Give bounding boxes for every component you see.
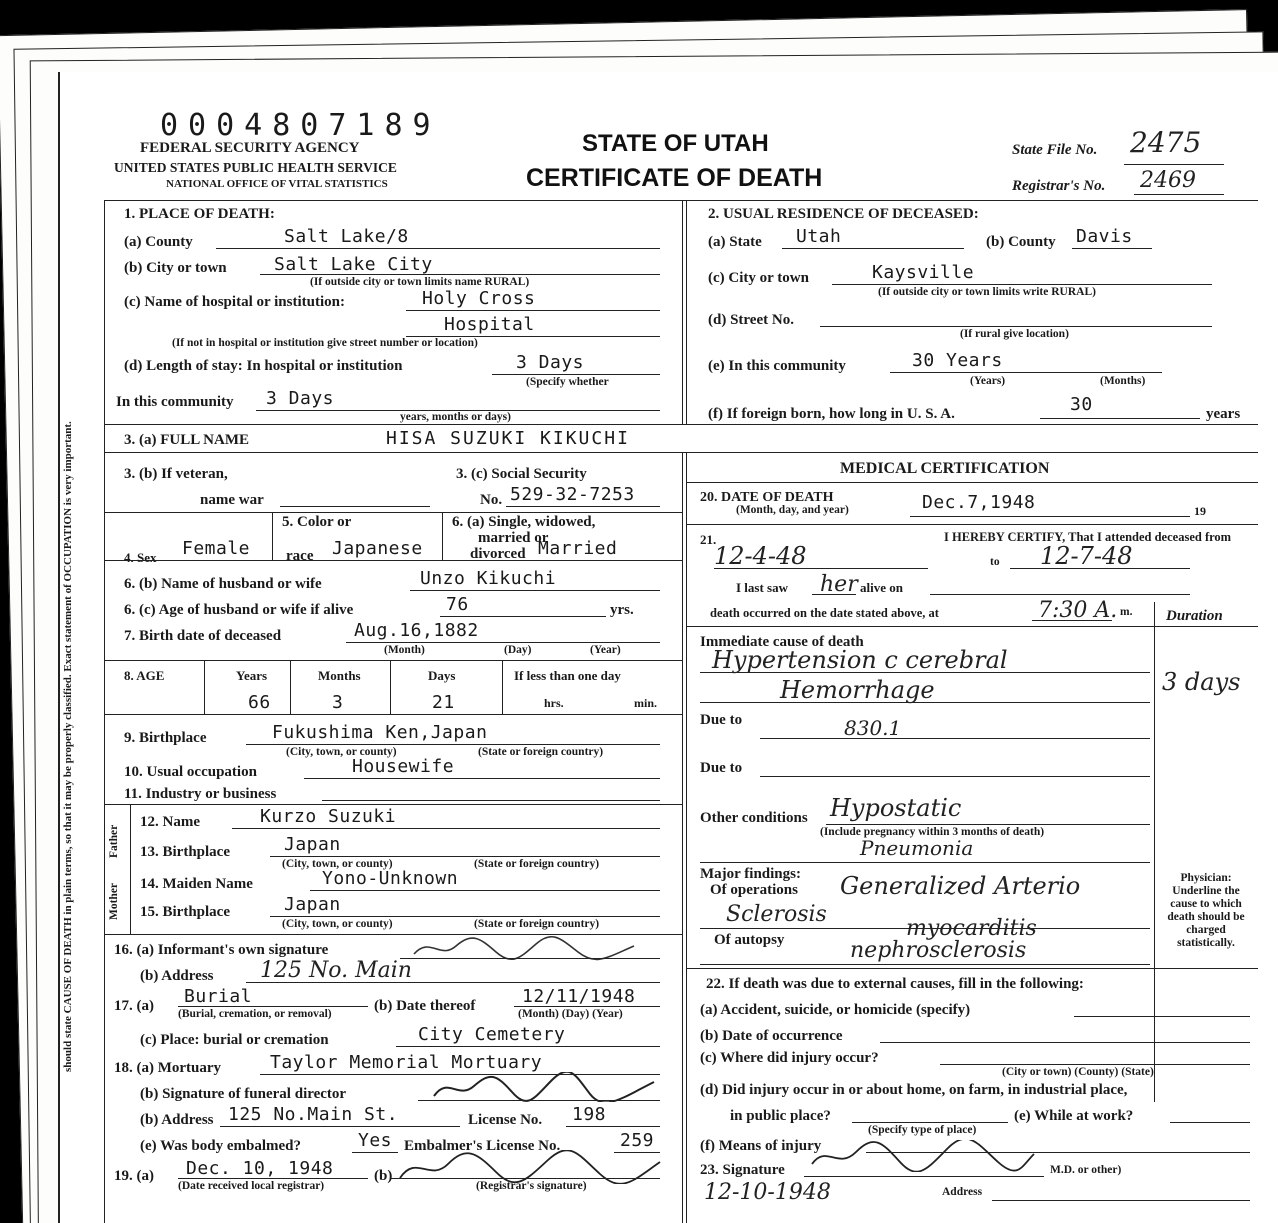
- major-findings-value-2: Sclerosis: [726, 902, 827, 927]
- hospital-value-2: Hospital: [444, 314, 535, 335]
- physician-signature: [808, 1140, 1038, 1176]
- burial-value: Burial: [184, 986, 253, 1007]
- county-value: Salt Lake/8: [284, 226, 409, 247]
- birth-date-label: 7. Birth date of deceased: [124, 628, 282, 644]
- age-years-value: 66: [248, 692, 271, 713]
- immediate-cause-label: Immediate cause of death: [700, 634, 864, 650]
- birth-month-note: (Month): [384, 644, 425, 656]
- embalmed-value: Yes: [358, 1130, 393, 1151]
- medical-heading: MEDICAL CERTIFICATION: [840, 460, 1050, 477]
- age-months-value: 3: [332, 692, 344, 713]
- city-value: Salt Lake City: [274, 254, 433, 275]
- burial-note: (Burial, cremation, or removal): [178, 1008, 332, 1020]
- major-findings-value: Generalized Arterio: [840, 872, 1081, 900]
- agency-line-2: UNITED STATES PUBLIC HEALTH SERVICE: [114, 160, 397, 175]
- full-name-value: HISA SUZUKI KIKUCHI: [386, 428, 630, 449]
- birthplace-note-2: (State or foreign country): [478, 746, 604, 758]
- dod-label: 20. DATE OF DEATH: [700, 490, 834, 505]
- veteran-war-label: name war: [200, 492, 264, 508]
- major-findings-label: Major findings:: [700, 866, 801, 882]
- physician-signature-date: 12-10-1948: [704, 1180, 831, 1205]
- occurrence-date-label: (b) Date of occurrence: [700, 1028, 843, 1044]
- mortuary-address-value: 125 No.Main St.: [228, 1104, 399, 1125]
- marital-label: 6. (a) Single, widowed,: [452, 514, 596, 530]
- age-months-label: Months: [318, 668, 361, 683]
- stay-label: (d) Length of stay: In hospital or institution: [124, 358, 403, 374]
- city-note: (If outside city or town limits name RURAL): [310, 276, 530, 288]
- hrs-label: hrs.: [544, 696, 564, 710]
- signature-label: 23. Signature: [700, 1162, 785, 1178]
- stay-note: (Specify whether: [526, 376, 609, 388]
- death-occurred-label: death occurred on the date stated above, at: [710, 606, 939, 620]
- embalmer-label: Embalmer's License No.: [404, 1138, 561, 1154]
- last-saw-label: I last saw: [736, 580, 789, 595]
- agency-line-3: NATIONAL OFFICE OF VITAL STATISTICS: [166, 178, 388, 190]
- md-label: M.D. or other): [1050, 1164, 1122, 1176]
- spouse-label: 6. (b) Name of husband or wife: [124, 576, 322, 592]
- mother-bp-note-2: (State or foreign country): [474, 918, 600, 930]
- father-birthplace-label: 13. Birthplace: [140, 844, 230, 860]
- res-county-value: Davis: [1076, 226, 1133, 247]
- mortuary-label: 18. (a) Mortuary: [114, 1060, 222, 1076]
- community-note: years, months or days): [400, 411, 511, 423]
- informant-signature-label: 16. (a) Informant's own signature: [114, 942, 329, 958]
- registrar-number-label: Registrar's No.: [1012, 178, 1106, 194]
- last-saw-value: her: [820, 572, 858, 597]
- res-community-value: 30 Years: [912, 350, 1003, 371]
- home-farm-label: (d) Did injury occur in or about home, on farm, in industrial place,: [700, 1082, 1128, 1098]
- duration-label: Duration: [1166, 608, 1223, 624]
- mother-name-label: 14. Maiden Name: [140, 876, 253, 892]
- full-name-label: 3. (a) FULL NAME: [124, 432, 249, 448]
- sex-value: Female: [182, 538, 251, 559]
- birth-day-note: (Day): [504, 644, 532, 656]
- res-city-value: Kaysville: [872, 262, 975, 283]
- dod-year-suffix: 19: [1194, 504, 1206, 518]
- attended-to-label: to: [990, 556, 1000, 568]
- mortuary-address-label: (b) Address: [140, 1112, 214, 1128]
- immediate-cause-value: Hypertension c cerebral: [712, 646, 1008, 674]
- physician-signature-scribble: [808, 1140, 1038, 1172]
- ssn-value: 529-32-7253: [510, 484, 635, 505]
- burial-place-label: (c) Place: burial or cremation: [140, 1032, 329, 1048]
- immediate-cause-value-2: Hemorrhage: [780, 676, 935, 704]
- race-value: Japanese: [332, 538, 423, 559]
- res-county-label: (b) County: [986, 234, 1056, 250]
- informant-address: 125 No. Main: [260, 958, 412, 983]
- color-label: 5. Color or: [282, 514, 352, 530]
- spouse-age-value: 76: [446, 594, 469, 615]
- father-name-value: Kurzo Suzuki: [260, 806, 397, 827]
- sex-label: 4. Sex: [124, 550, 157, 565]
- father-side-label: Father: [108, 824, 120, 858]
- occupation-label: 10. Usual occupation: [124, 764, 257, 780]
- city-label: (b) City or town: [124, 260, 227, 276]
- occupation-value: Housewife: [352, 756, 455, 777]
- place-of-death-heading: 1. PLACE OF DEATH:: [124, 206, 275, 222]
- hospital-value: Holy Cross: [422, 288, 536, 309]
- mother-birthplace-value: Japan: [284, 894, 341, 915]
- res-city-note: (If outside city or town limits write RURAL): [878, 286, 1096, 298]
- spouse-age-label: 6. (c) Age of husband or wife if alive: [124, 602, 354, 618]
- director-signature-scribble: [430, 1072, 660, 1102]
- public-place-note: (Specify type of place): [868, 1124, 977, 1136]
- embalmed-label: (e) Was body embalmed?: [140, 1138, 301, 1154]
- res-state-label: (a) State: [708, 234, 762, 250]
- age-years-label: Years: [236, 668, 268, 683]
- marital-label-2: married or: [478, 530, 549, 546]
- where-injury-label: (c) Where did injury occur?: [700, 1050, 879, 1066]
- age-label: 8. AGE: [124, 668, 165, 683]
- death-time-suffix: m.: [1120, 606, 1133, 618]
- other-conditions-value-2: Pneumonia: [860, 836, 974, 860]
- ssn-no-label: No.: [480, 492, 503, 508]
- res-street-label: (d) Street No.: [708, 312, 794, 328]
- burial-place-value: City Cemetery: [418, 1024, 566, 1045]
- burial-date-value: 12/11/1948: [522, 986, 636, 1007]
- state-file-label: State File No.: [1012, 142, 1098, 158]
- registrar-number: 2469: [1140, 168, 1196, 193]
- certificate-title: CERTIFICATE OF DEATH: [526, 164, 823, 192]
- race-label: race: [286, 548, 314, 564]
- immediate-duration: 3 days: [1162, 668, 1241, 696]
- birth-year-note: (Year): [590, 644, 621, 656]
- birthplace-value: Fukushima Ken,Japan: [272, 722, 488, 743]
- residence-heading: 2. USUAL RESIDENCE OF DECEASED:: [708, 206, 979, 222]
- res-street-note: (If rural give location): [960, 328, 1069, 340]
- ssn-label: 3. (c) Social Security: [456, 466, 587, 482]
- certify-text: I HEREBY CERTIFY, That I attended deceased from: [944, 530, 1232, 544]
- father-birthplace-value: Japan: [284, 834, 341, 855]
- state-file-number: 2475: [1130, 126, 1202, 159]
- burial-label: 17. (a): [114, 998, 154, 1014]
- agency-line-1: FEDERAL SECURITY AGENCY: [140, 140, 360, 156]
- autopsy-label: Of autopsy: [714, 932, 785, 948]
- birth-date-value: Aug.16,1882: [354, 620, 479, 641]
- where-injury-note: (City or town) (County) (State): [1002, 1066, 1154, 1078]
- informant-signature: [410, 934, 640, 967]
- father-bp-note-1: (City, town, or county): [282, 858, 393, 870]
- mother-birthplace-label: 15. Birthplace: [140, 904, 230, 920]
- attended-from: 12-4-48: [714, 542, 807, 570]
- public-place-label: in public place?: [730, 1108, 831, 1124]
- license-label: License No.: [468, 1112, 543, 1128]
- res-foreign-value: 30: [1070, 394, 1093, 415]
- death-time: 7:30 A.: [1038, 598, 1118, 623]
- informant-address-label: (b) Address: [140, 968, 214, 984]
- director-signature-label: (b) Signature of funeral director: [140, 1086, 347, 1102]
- due-to-code: 830.1: [844, 716, 902, 740]
- death-certificate: [58, 72, 1278, 1223]
- autopsy-value: myocarditis: [906, 916, 1037, 941]
- birthplace-label: 9. Birthplace: [124, 730, 207, 746]
- community-label: In this community: [116, 394, 234, 410]
- certify-number: 21.: [700, 532, 717, 547]
- county-label: (a) County: [124, 234, 193, 250]
- alive-on-label: alive on: [860, 580, 903, 595]
- min-label: min.: [634, 696, 658, 710]
- other-conditions-note: (Include pregnancy within 3 months of death): [820, 826, 1045, 838]
- due-to-label-2: Due to: [700, 760, 743, 776]
- accident-label: (a) Accident, suicide, or homicide (specify): [700, 1002, 971, 1018]
- veteran-label: 3. (b) If veteran,: [124, 466, 228, 482]
- physician-note: Physician: Underline the cause to which death should be charged statistically.: [1167, 872, 1245, 949]
- spouse-value: Unzo Kikuchi: [420, 568, 557, 589]
- registrar-sig-note: (Registrar's signature): [476, 1180, 587, 1192]
- other-conditions-label: Other conditions: [700, 810, 808, 826]
- father-name-label: 12. Name: [140, 814, 200, 830]
- while-at-work-label: (e) While at work?: [1014, 1108, 1134, 1124]
- community-value: 3 Days: [266, 388, 335, 409]
- hospital-label: (c) Name of hospital or institution:: [124, 294, 345, 310]
- dod-note: (Month, day, and year): [736, 504, 849, 516]
- mother-name-value: Yono-Unknown: [322, 868, 459, 889]
- state-title: STATE OF UTAH: [582, 130, 769, 157]
- registrar-label: 19. (a): [114, 1168, 154, 1184]
- burial-date-label: (b) Date thereof: [374, 998, 476, 1014]
- side-margin-instructions: should state CAUSE OF DEATH in plain terms, so that it may be properly classified. Exact statement of OCCUPATION is very important.: [62, 421, 74, 1072]
- mortuary-value: Taylor Memorial Mortuary: [270, 1052, 543, 1073]
- res-community-label: (e) In this community: [708, 358, 846, 374]
- age-days-label: Days: [428, 668, 456, 683]
- registrar-date: Dec. 10, 1948: [186, 1158, 334, 1179]
- res-months-label: (Months): [1100, 375, 1146, 387]
- physician-address-label: Address: [942, 1186, 983, 1198]
- marital-value: Married: [538, 538, 618, 559]
- embalmer-value: 259: [620, 1130, 655, 1151]
- mother-bp-note-1: (City, town, or county): [282, 918, 393, 930]
- father-bp-note-2: (State or foreign country): [474, 858, 600, 870]
- res-city-label: (c) City or town: [708, 270, 809, 286]
- spouse-age-unit: yrs.: [610, 602, 634, 618]
- dod-value: Dec.7,1948: [922, 492, 1036, 513]
- means-injury-label: (f) Means of injury: [700, 1138, 822, 1154]
- due-to-label-1: Due to: [700, 712, 743, 728]
- attended-to: 12-7-48: [1040, 542, 1133, 570]
- registrar-sig-label: (b): [374, 1168, 393, 1184]
- industry-label: 11. Industry or business: [124, 786, 277, 802]
- burial-date-note: (Month) (Day) (Year): [518, 1008, 623, 1020]
- marital-label-3: divorced: [470, 546, 526, 562]
- serial-number: 0004807189: [160, 108, 441, 143]
- registrar-date-note: (Date received local registrar): [178, 1180, 325, 1192]
- license-value: 198: [572, 1104, 607, 1125]
- res-state-value: Utah: [796, 226, 842, 247]
- other-conditions-value: Hypostatic: [830, 794, 962, 822]
- res-years-label: (Years): [970, 375, 1006, 387]
- res-foreign-unit: years: [1206, 406, 1241, 422]
- autopsy-value-2: nephrosclerosis: [850, 938, 1027, 963]
- birthplace-note-1: (City, town, or county): [286, 746, 397, 758]
- stay-value: 3 Days: [516, 352, 585, 373]
- res-foreign-label: (f) If foreign born, how long in U. S. A.: [708, 406, 955, 422]
- hospital-note: (If not in hospital or institution give street number or location): [172, 337, 478, 349]
- less-than-day-label: If less than one day: [514, 668, 621, 683]
- operations-label: Of operations: [710, 882, 798, 898]
- mother-side-label: Mother: [108, 882, 120, 920]
- age-days-value: 21: [432, 692, 455, 713]
- external-heading: 22. If death was due to external causes, fill in the following:: [706, 976, 1084, 992]
